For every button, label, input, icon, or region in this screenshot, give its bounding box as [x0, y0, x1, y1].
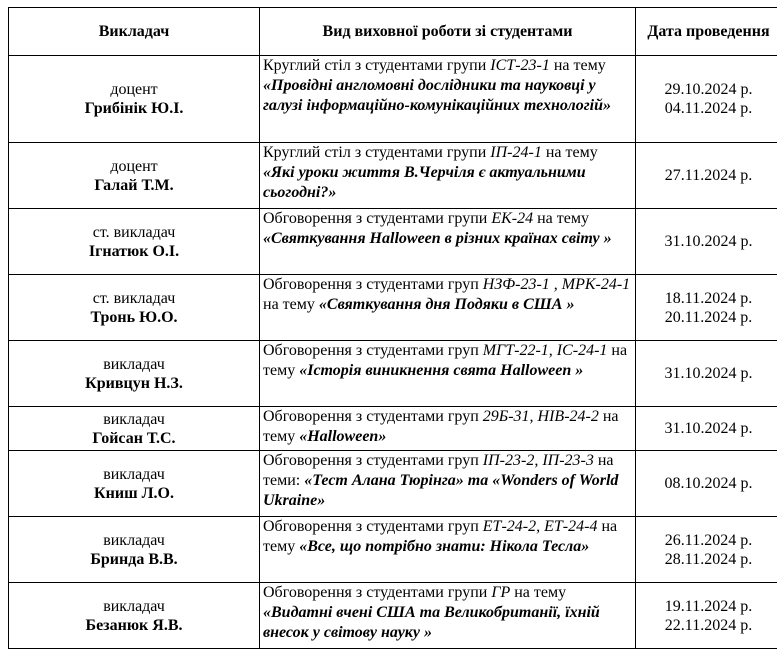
- teacher-cell: [9, 407, 260, 451]
- event-date: 31.10.2024 р.: [664, 420, 753, 437]
- activity-text: на тему: [541, 144, 598, 161]
- teacher-cell: [9, 209, 260, 275]
- teacher-name: Гойсан Т.С.: [92, 429, 176, 447]
- group-code: МГТ-22-1, ІС-24-1: [482, 342, 608, 359]
- activity-cell: [260, 517, 636, 583]
- activity-topic: «Тест Алана Тюрінга» та «Wonders of World Ukraine»: [263, 472, 619, 509]
- activity-text: Обговорення з студентами груп: [263, 408, 483, 425]
- event-date: 26.11.2024 р.: [664, 531, 753, 549]
- activity-text: на тему: [510, 584, 567, 601]
- teacher-cell: [9, 275, 260, 341]
- date-cell: [636, 341, 777, 407]
- teacher-cell: [9, 56, 260, 143]
- event-date: 27.11.2024 р.: [664, 167, 753, 184]
- teacher-name: Галай Т.М.: [94, 176, 174, 194]
- teacher-name: Кривцун Н.З.: [85, 374, 183, 392]
- activity-cell: [260, 143, 636, 209]
- group-code: 29Б-31, НІВ-24-2: [482, 408, 599, 425]
- table-row: [9, 451, 777, 517]
- activity-topic: «Видатні вчені США та Великобританії, їхній внесок у світову науку »: [263, 604, 600, 641]
- activity-text: Круглий стіл з студентами групи: [263, 144, 491, 161]
- teacher-position: викладач: [103, 355, 165, 373]
- event-date: 20.11.2024 р.: [664, 308, 753, 326]
- teacher-cell: [9, 583, 260, 649]
- teacher-name: Грибінік Ю.І.: [84, 100, 184, 117]
- date-cell: [636, 517, 777, 583]
- activity-text: Обговорення з студентами груп: [263, 276, 483, 293]
- activity-cell: [260, 451, 636, 517]
- activity-text: на тему: [263, 518, 618, 555]
- activity-text: на тему: [549, 57, 606, 74]
- teacher-position: ст. викладач: [92, 289, 176, 307]
- activity-column-header: Вид виховної роботи зі студентами: [260, 8, 636, 56]
- teacher-position: викладач: [103, 410, 165, 428]
- event-date: 18.11.2024 р.: [664, 289, 753, 307]
- teacher-name: Книш Л.О.: [94, 484, 174, 502]
- group-code: ГР: [491, 584, 511, 601]
- date-cell: [636, 209, 777, 275]
- activity-cell: [260, 583, 636, 649]
- event-date: 29.10.2024 р.: [664, 81, 753, 98]
- header-row: [9, 8, 777, 56]
- teacher-cell: [9, 341, 260, 407]
- activity-cell: [260, 275, 636, 341]
- table-body: [9, 56, 777, 649]
- teacher-position: викладач: [103, 465, 165, 483]
- activity-topic: «Які уроки життя В.Черчіля є актуальними сьогодні?»: [263, 164, 586, 201]
- activity-topic: «Святкування Halloween в різних країнах світу »: [263, 230, 612, 247]
- activity-text: на тему: [263, 408, 619, 445]
- table-row: [9, 209, 777, 275]
- teacher-name: Бринда В.В.: [90, 550, 178, 568]
- date-cell: [636, 583, 777, 649]
- activity-cell: [260, 407, 636, 451]
- table-row: [9, 517, 777, 583]
- activity-topic: «Halloween»: [299, 428, 387, 445]
- table-row: [9, 583, 777, 649]
- teacher-cell: [9, 451, 260, 517]
- group-code: ІП-23-2, ІП-23-3: [482, 452, 594, 469]
- event-date: 04.11.2024 р.: [664, 100, 753, 117]
- activity-text: Обговорення з студентами груп: [263, 518, 483, 535]
- teacher-name: Тронь Ю.О.: [90, 308, 178, 326]
- teacher-cell: [9, 517, 260, 583]
- activity-topic: «Провідні англомовні дослідники та науковці у галузі інформаційно-комунікаційних технологій»: [263, 77, 611, 114]
- event-date: 22.11.2024 р.: [664, 616, 753, 634]
- table-row: [9, 275, 777, 341]
- teacher-name: Безанюк Я.В.: [85, 616, 183, 634]
- activity-text: Круглий стіл з студентами групи: [263, 57, 491, 74]
- activity-topic: «Святкування дня Подяки в США »: [318, 296, 575, 313]
- activity-schedule-table: [8, 7, 777, 649]
- activity-topic: «Історія виникнення свята Halloween »: [299, 362, 584, 379]
- teacher-cell: [9, 143, 260, 209]
- date-cell: [636, 451, 777, 517]
- activity-text: Обговорення з студентами групи: [263, 584, 492, 601]
- event-date: 28.11.2024 р.: [664, 550, 753, 568]
- event-date: 19.11.2024 р.: [664, 597, 753, 615]
- activity-text: на тему: [533, 210, 589, 227]
- activity-text: на теми:: [263, 452, 614, 489]
- activity-text: Обговорення з студентами груп: [263, 342, 483, 359]
- event-date: 31.10.2024 р.: [664, 233, 753, 250]
- table-row: [9, 407, 777, 451]
- activity-cell: [260, 56, 636, 143]
- table-row: [9, 56, 777, 143]
- group-code: ЕК-24: [491, 210, 534, 227]
- group-code: ЕТ-24-2, ЕТ-24-4: [482, 518, 598, 535]
- activity-topic: «Все, що потрібно знати: Ніколa Тесла»: [299, 538, 590, 555]
- activity-text: на тему: [263, 342, 628, 379]
- activity-cell: [260, 341, 636, 407]
- table-row: [9, 341, 777, 407]
- date-cell: [636, 275, 777, 341]
- event-date: 31.10.2024 р.: [664, 365, 753, 382]
- activity-text: на тему: [263, 296, 319, 313]
- teacher-position: доцент: [110, 81, 158, 98]
- activity-text: Обговорення з студентами груп: [263, 452, 483, 469]
- teacher-position: викладач: [103, 531, 165, 549]
- date-cell: [636, 407, 777, 451]
- teacher-name: Ігнатюк О.І.: [88, 242, 180, 260]
- activity-cell: [260, 209, 636, 275]
- group-code: ІСТ-23-1: [490, 57, 550, 74]
- event-date: 08.10.2024 р.: [664, 475, 753, 492]
- teacher-column-header: Викладач: [9, 8, 260, 56]
- date-cell: [636, 56, 777, 143]
- teacher-position: ст. викладач: [92, 223, 176, 241]
- teacher-position: викладач: [103, 597, 165, 615]
- date-column-header: Дата проведення: [636, 8, 777, 56]
- activity-text: Обговорення з студентами групи: [263, 210, 492, 227]
- group-code: НЗФ-23-1 , МРК-24-1: [482, 276, 631, 293]
- date-cell: [636, 143, 777, 209]
- group-code: ІП-24-1: [490, 144, 542, 161]
- table-row: [9, 143, 777, 209]
- teacher-position: доцент: [110, 157, 158, 175]
